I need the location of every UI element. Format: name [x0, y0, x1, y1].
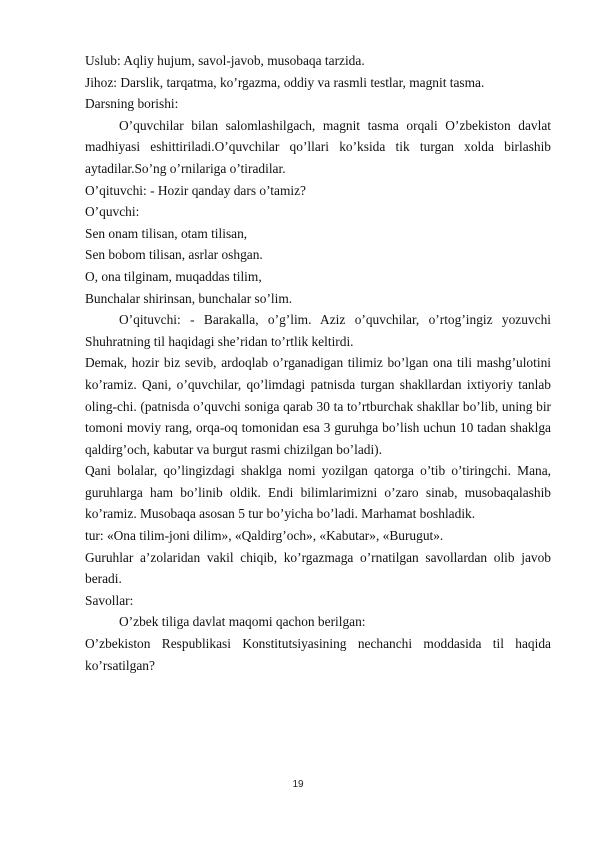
groups-paragraph: Qani bolalar, qo’lingizdagi shaklga nomi yozilgan qatorga o’tib o’tiringchi. Mana, guruhlarga ham bo’linib oldik. Endi bilimlarimizni o’zaro sinab, musobaqalashib ko’ramiz. Musobaqa asosan 5 tur bo’yicha bo’ladi. Marhamat boshladik. — [85, 463, 551, 522]
questions-heading: Savollar: — [85, 592, 134, 608]
equipment-line: Jihoz: Darslik, tarqatma, ko’rgazma, oddiy va rasmli testlar, magnit tasma. — [85, 74, 485, 90]
lesson-progress-heading: Darsning borishi: — [85, 96, 179, 112]
lesson-intro-paragraph: Demak, hozir biz sevib, ardoqlab o’rganadigan tilimiz bo’lgan ona tili mashg’ulotini ko’ramiz. Qani, o’quvchilar, qo’limdagi patnisda turgan shakllardan ixtiyoriy tanlab oling-chi. (patnisda o’quvchi soniga qarab 30 ta to’rtburchak shakllar bo’lib, uning bir tomoni moviy rang, orqa-oq tomonidan esa 3 guruhga bo’lish uchun 10 tadan shaklga qaldirg’och, kabutar va burgut rasmi chizilgan bo’ladi). — [85, 355, 551, 457]
poem-line: Bunchalar shirinsan, bunchalar so’lim. — [85, 290, 293, 306]
document-body — [85, 50, 551, 676]
page-number: 19 — [292, 779, 304, 790]
method-line: Uslub: Aqliy hujum, savol-javob, musobaqa tarzida. — [85, 53, 365, 68]
groups-answer-paragraph: Guruhlar a’zolaridan vakil chiqib, ko’rgazmaga o’rnatilgan savollardan olib javob beradi. — [85, 549, 551, 587]
teacher-question: O’qituvchi: - Hozir qanday dars o’tamiz? — [85, 182, 306, 198]
student-label: O’quvchi: — [85, 204, 140, 220]
question-item: O’zbek tiliga davlat maqomi qachon berilgan: — [119, 614, 366, 630]
round-line: tur: «Ona tilim-joni dilim», «Qaldirg’och», «Kabutar», «Burugut». — [85, 528, 444, 544]
poem-line: Sen bobom tilisan, asrlar oshgan. — [85, 247, 263, 263]
anthem-paragraph: O’quvchilar bilan salomlashilgach, magnit tasma orqali O’zbekiston davlat madhiyasi eshittiriladi.O’quvchilar qo’llari ko’ksida tik turgan xolda birlashib aytadilar.So’ng o’rnilariga o’tiradilar. — [85, 117, 551, 176]
poem-line: Sen onam tilisan, otam tilisan, — [85, 225, 248, 241]
question-item: O’zbekiston Respublikasi Konstitutsiyasining nechanchi moddasida til haqida ko’rsatilgan? — [85, 636, 551, 673]
poem-line: O, ona tilginam, muqaddas tilim, — [85, 268, 262, 284]
teacher-praise-paragraph: O’qituvchi: - Barakalla, o’g’lim. Aziz o’quvchilar, o’rtog’ingiz yozuvchi Shuhratning til haqidagi she’ridan to’rtlik keltirdi. — [85, 312, 551, 349]
